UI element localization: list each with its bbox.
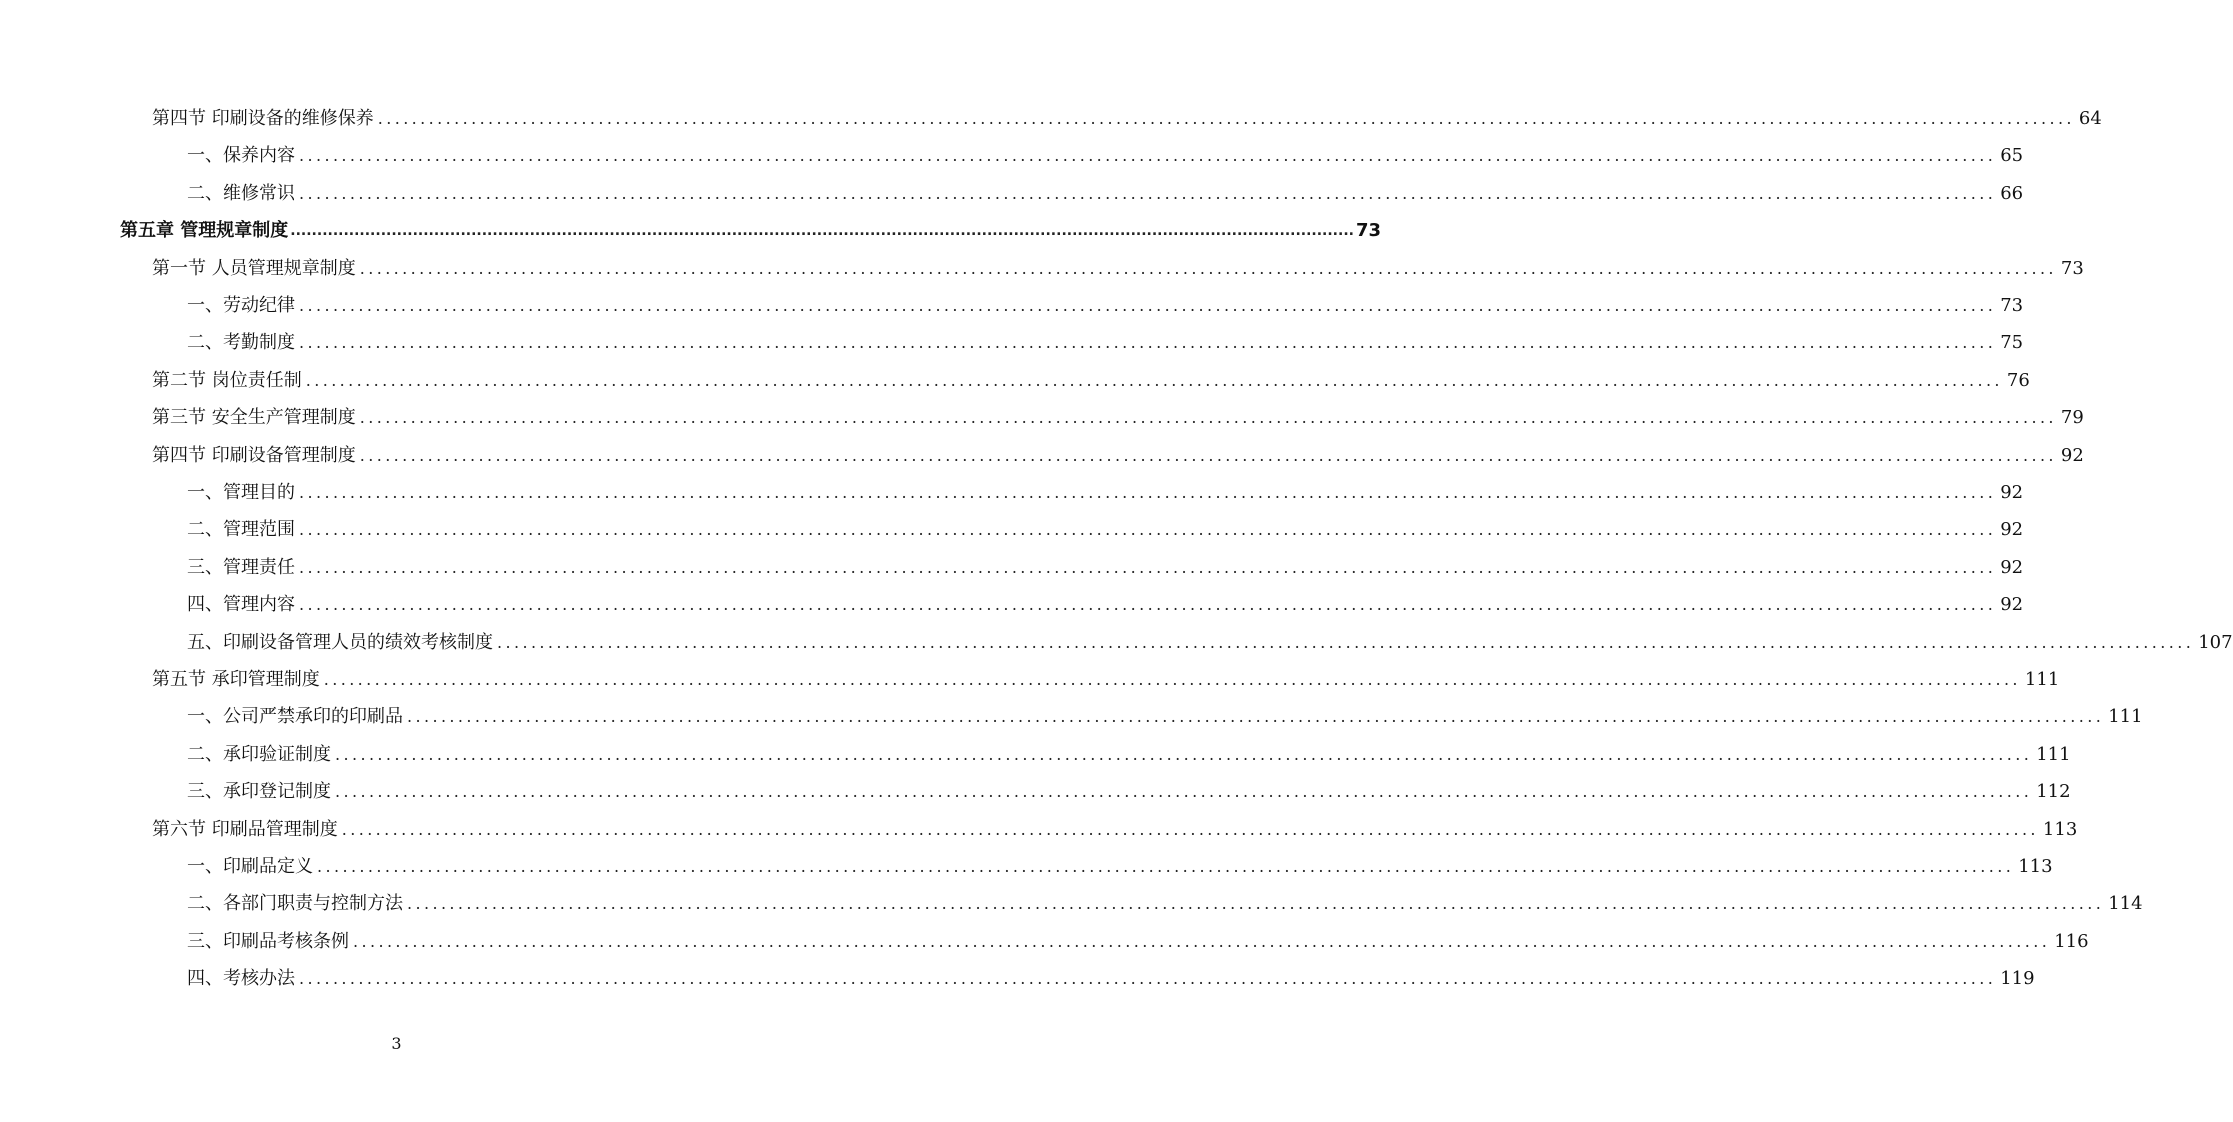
toc-entry-item[interactable]: [187, 137, 2024, 167]
toc-entry-page: 113: [2042, 818, 2078, 840]
toc-dot-leader: ........................................................................................................................................................................................................: [323, 670, 2021, 689]
toc-dot-leader: ........................................................................................................................................................................................................: [299, 969, 1997, 989]
toc-entry-page: 92: [2000, 519, 2024, 541]
toc-entry-title: 二、考勤制度: [187, 332, 295, 354]
toc-entry-page: 75: [2000, 332, 2024, 354]
toc-entry-title: 二、维修常识: [187, 182, 295, 204]
toc-entry-page: 92: [2060, 444, 2084, 466]
toc-entry-page: 73: [2000, 295, 2024, 316]
toc-dot-leader: ........................................................................................................................................................................................................: [359, 258, 2057, 278]
toc-entry-title: 第五章 管理规章制度: [120, 220, 289, 242]
toc-entry-section[interactable]: [152, 362, 2030, 392]
toc-dot-leader: ........................................................................................................................................................................................................: [299, 146, 1997, 166]
toc-entry-title: 第四节 印刷设备管理制度: [152, 444, 356, 466]
toc-entry-item[interactable]: [187, 549, 2024, 579]
toc-entry-item[interactable]: [187, 773, 2071, 803]
toc-entry-title: 第三节 安全生产管理制度: [152, 407, 356, 429]
toc-dot-leader: ........................................................................................................................................................................................................: [377, 109, 2075, 128]
toc-entry-page: 111: [2036, 743, 2071, 765]
toc-dot-leader: ........................................................................................................................................................................................................: [407, 894, 2105, 914]
toc-entry-item[interactable]: [187, 324, 2024, 354]
toc-dot-leader: ........................................................................................................................................................................................................: [407, 707, 2105, 727]
toc-dot-leader: ........................................................................................................................................................................................................: [353, 931, 2051, 951]
toc-dot-leader: ........................................................................................................................................................................................................: [299, 333, 1997, 353]
toc-entry-page: 116: [2054, 930, 2089, 952]
toc-entry-page: 92: [2000, 556, 2024, 578]
toc-entry-page: 64: [2078, 108, 2102, 129]
toc-dot-leader: ........................................................................................................................................................................................................: [359, 408, 2057, 428]
toc-entry-item[interactable]: [187, 736, 2071, 766]
toc-entry-page: 73: [1355, 220, 1382, 242]
toc-entry-chapter[interactable]: [120, 212, 1382, 242]
toc-entry-title: 二、承印验证制度: [187, 743, 331, 765]
toc-entry-section[interactable]: [152, 100, 2102, 130]
toc-entry-page: 107: [2198, 631, 2233, 653]
toc-entry-section[interactable]: [152, 661, 2060, 691]
toc-dot-leader: ........................................................................................................................................................................................................: [317, 857, 2015, 876]
toc-entry-title: 第五节 承印管理制度: [152, 669, 320, 690]
toc-entry-title: 二、管理范围: [187, 519, 295, 541]
toc-entry-title: 第六节 印刷品管理制度: [152, 818, 338, 840]
toc-entry-title: 三、管理责任: [187, 556, 295, 578]
toc-dot-leader: ........................................................................................................................................................................................................: [299, 595, 1997, 615]
toc-entry-section[interactable]: [152, 399, 2084, 429]
toc-entry-page: 65: [2000, 145, 2024, 167]
toc-entry-page: 92: [2000, 594, 2024, 616]
toc-entry-item[interactable]: [187, 586, 2024, 616]
toc-entry-item[interactable]: [187, 175, 2024, 205]
toc-entry-title: 一、劳动纪律: [187, 295, 295, 316]
toc-entry-page: 79: [2060, 407, 2084, 429]
toc-entry-title: 第二节 岗位责任制: [152, 369, 302, 391]
toc-entry-section[interactable]: [152, 250, 2084, 280]
toc-dot-leader: ........................................................................................................................................................................................................: [299, 483, 1997, 502]
toc-entry-item[interactable]: [187, 848, 2053, 878]
toc-entry-item[interactable]: [187, 960, 2035, 990]
toc-entry-page: 76: [2006, 369, 2030, 391]
toc-dot-leader: ........................................................................................................................................................................................................: [299, 296, 1997, 315]
toc-dot-leader: ........................................................................................................................................................................................................: [299, 183, 1997, 203]
toc-entry-title: 五、印刷设备管理人员的绩效考核制度: [187, 631, 493, 653]
toc-entry-title: 一、管理目的: [187, 482, 295, 503]
toc-entry-page: 119: [2000, 968, 2035, 990]
toc-entry-title: 第一节 人员管理规章制度: [152, 257, 356, 279]
toc-entry-item[interactable]: [187, 885, 2143, 915]
toc-entry-page: 113: [2018, 856, 2053, 877]
toc-entry-title: 四、考核办法: [187, 968, 295, 990]
toc-entry-item[interactable]: [187, 287, 2024, 317]
toc-entry-title: 二、各部门职责与控制方法: [187, 893, 403, 915]
toc-entry-title: 第四节 印刷设备的维修保养: [152, 108, 374, 129]
toc-entry-page: 92: [2000, 482, 2024, 503]
toc-entry-section[interactable]: [152, 437, 2084, 467]
toc-dot-leader: ........................................................................................................................................................................................................: [335, 782, 2033, 802]
toc-entry-item[interactable]: [187, 474, 2024, 504]
toc-entry-title: 一、公司严禁承印的印刷品: [187, 706, 403, 728]
toc-dot-leader: ........................................................................................................................................................................................................: [497, 632, 2195, 652]
toc-entry-title: 一、保养内容: [187, 145, 295, 167]
toc-dot-leader: ........................................................................................................................................................................................................: [305, 370, 2003, 390]
toc-entry-page: 111: [2108, 706, 2143, 728]
toc-dot-leader: ........................................................................................................................................................................................................: [290, 223, 1354, 240]
toc-entry-item[interactable]: [187, 511, 2024, 541]
toc-dot-leader: ........................................................................................................................................................................................................: [299, 520, 1997, 540]
toc-entry-item[interactable]: [187, 624, 2233, 654]
toc-entry-page: 114: [2108, 893, 2143, 915]
toc-entry-page: 112: [2036, 781, 2071, 803]
toc-entry-page: 66: [2000, 182, 2024, 204]
toc-entry-title: 一、印刷品定义: [187, 856, 313, 877]
toc-entry-page: 111: [2024, 669, 2060, 690]
toc-entry-title: 三、印刷品考核条例: [187, 930, 349, 952]
toc-entry-section[interactable]: [152, 811, 2078, 841]
toc-dot-leader: ........................................................................................................................................................................................................: [359, 445, 2057, 465]
toc-dot-leader: ........................................................................................................................................................................................................: [341, 819, 2039, 839]
toc-entry-page: 73: [2060, 257, 2084, 279]
toc-entry-title: 四、管理内容: [187, 594, 295, 616]
toc-dot-leader: ........................................................................................................................................................................................................: [335, 744, 2033, 764]
toc-entry-title: 三、承印登记制度: [187, 781, 331, 803]
toc-entry-item[interactable]: [187, 923, 2089, 953]
page-number: 3: [391, 1034, 402, 1053]
toc-entry-item[interactable]: [187, 698, 2143, 728]
toc-dot-leader: ........................................................................................................................................................................................................: [299, 557, 1997, 577]
